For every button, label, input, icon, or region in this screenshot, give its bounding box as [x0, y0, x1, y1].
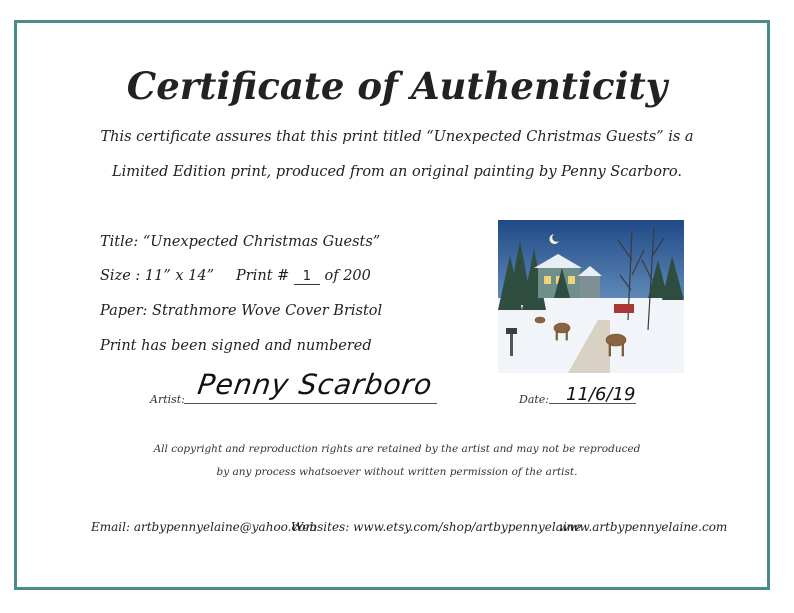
paper-field: Paper: Strathmore Wove Cover Bristol [100, 303, 383, 319]
mailbox [506, 328, 517, 334]
intro-line-2: Limited Edition print, produced from an original painting by Penny Scarboro. [112, 164, 682, 180]
date-label: Date: [519, 393, 550, 406]
certificate-title: Certificate of Authenticity [126, 64, 668, 108]
size-print-field [100, 268, 371, 285]
painting-thumbnail [498, 220, 684, 373]
red-truck [614, 304, 634, 313]
copyright-line-2: by any process whatsoever without written permission of the artist. [216, 466, 578, 478]
date-value: 11/6/19 [566, 384, 636, 405]
copyright-line-1: All copyright and reproduction rights are retained by the artist and may not be reproduced [153, 443, 641, 455]
print-total: of 200 [324, 268, 371, 284]
artist-label: Artist: [150, 393, 185, 406]
websites-text: Websites: www.etsy.com/shop/artbypennyelaine [291, 520, 582, 534]
website-2-text: www.artbypennyelaine.com [559, 520, 728, 534]
intro-line-1: This certificate assures that this print titled “Unexpected Christmas Guests” is a [100, 129, 694, 145]
print-label: Print # [236, 268, 290, 284]
size-field: Size : 11” x 14” [100, 268, 215, 284]
artist-signature-line [184, 403, 437, 404]
print-number: 1 [294, 270, 320, 285]
email-text: Email: artbypennyelaine@yahoo.com [91, 520, 317, 534]
mailbox-post [510, 332, 513, 356]
title-field: Title: “Unexpected Christmas Guests” [100, 234, 381, 250]
artist-signature: Penny Scarboro [195, 368, 435, 401]
signed-note: Print has been signed and numbered [100, 338, 372, 354]
